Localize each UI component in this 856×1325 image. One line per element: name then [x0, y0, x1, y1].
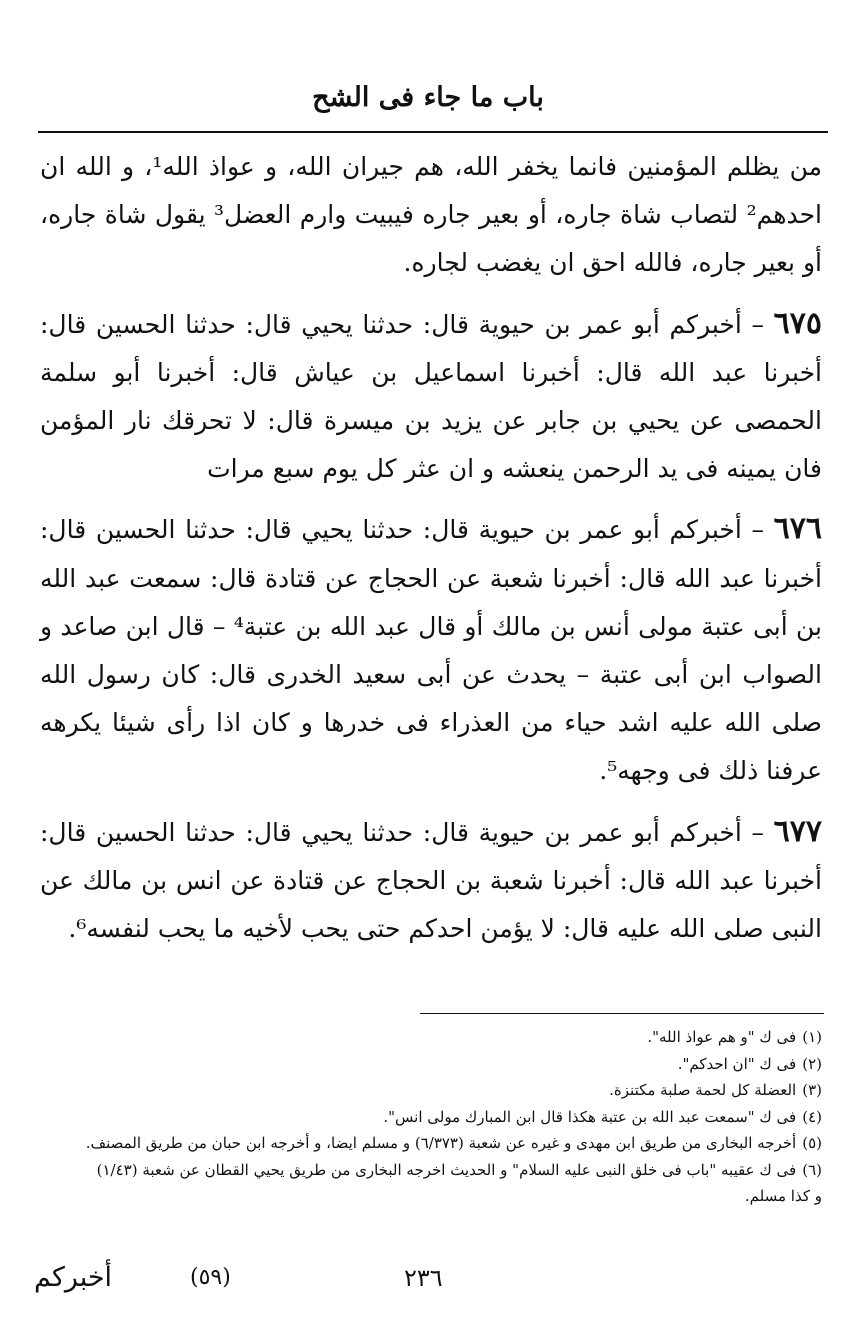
- hadith-677: [40, 808, 822, 954]
- footnote: [40, 1024, 822, 1051]
- hadith-675: [40, 300, 822, 494]
- main-text: [40, 143, 822, 953]
- footnote-mark: (٤): [802, 1107, 822, 1126]
- hadith-text: – أخبركم أبو عمر بن حيوية قال: حدثنا يحيي قال: حدثنا الحسين قال: أخبرنا عبد الله قال: أخبرنا اسماعيل بن عياش قال: أخبرنا أبو سلمة الحمصى عن يحيي بن جابر عن يزيد بن ميسرة قال: لا تحرقك نار المؤمن فان يمينه فى يد الرحمن ينعشه و ان عثر كل يوم سبع مرات: [40, 309, 822, 484]
- footnote-mark: (٣): [802, 1081, 822, 1099]
- footnote-text: العضلة كل لحمة صلبة مكتنزة.: [609, 1081, 797, 1099]
- footnote-text: و كذا مسلم.: [744, 1187, 822, 1205]
- running-title: باب ما جاء فى الشح: [312, 82, 544, 113]
- footnotes: [40, 1024, 822, 1210]
- page-number: ٢٣٦: [404, 1264, 443, 1292]
- hadith-number: ٦٧٦: [773, 511, 822, 547]
- catchword: أخبركم: [34, 1262, 113, 1293]
- footnote-text: فى ك "سمعت عبد الله بن عتبة هكذا قال ابن المبارك مولى انس".: [383, 1107, 797, 1126]
- hadith-text: – أخبركم أبو عمر بن حيوية قال: حدثنا يحيي قال: حدثنا الحسين قال: أخبرنا عبد الله قال: أخبرنا شعبة عن الحجاج عن قتادة قال: سمعت عبد الله بن أبى عتبة مولى أنس بن مالك أو قال عبد الله بن عتبة⁴ – قال ابن صاعد و الصواب ابن أبى عتبة – يحدث عن أبى سعيد الخدرى قال: كان رسول الله صلى الله عليه اشد حياء من العذراء فى خدرها و كان اذا رأى شيئا يكرهه عرفنا ذلك فى وجهه⁵.: [40, 515, 822, 786]
- signature-mark: (٥٩): [190, 1265, 231, 1290]
- footnote-mark: (٦): [802, 1160, 822, 1179]
- hadith-number: ٦٧٥: [773, 305, 822, 341]
- footnote-mark: (٥): [802, 1134, 822, 1152]
- hadith-676: [40, 505, 822, 795]
- paragraph-text: من يظلم المؤمنين فانما يخفر الله، هم جيران الله، و عواذ الله¹، و الله ان احدهم² لتصاب شاة جاره، أو بعير جاره فيبيت وارم العضل³ يقول شاة جاره، أو بعير جاره، فالله احق ان يغضب لجاره.: [40, 152, 823, 278]
- paragraph: [40, 143, 822, 288]
- footnote-text: فى ك عقيبه "باب فى خلق النبى عليه السلام" و الحديث اخرجه البخارى من طريق يحيي القطان عن شعبة (١/٤٣): [96, 1160, 797, 1179]
- footnote-mark: (٢): [802, 1054, 822, 1073]
- hadith-number: ٦٧٧: [773, 813, 822, 849]
- footnote-continuation: [40, 1183, 822, 1210]
- footnote: [40, 1130, 822, 1157]
- footnote: [40, 1051, 822, 1078]
- footnote: [40, 1077, 822, 1104]
- footnote-text: فى ك "ان احدكم".: [677, 1054, 797, 1073]
- footnote-text: أخرجه البخارى من طريق ابن مهدى و غيره عن شعبة (٦/٣٧٣) و مسلم ايضا، و أخرجه ابن حبان من طريق المصنف.: [85, 1134, 797, 1152]
- footnote-rule: [420, 1013, 824, 1014]
- footnote-mark: (١): [802, 1028, 822, 1046]
- footnote: [40, 1157, 822, 1184]
- hadith-text: – أخبركم أبو عمر بن حيوية قال: حدثنا يحيي قال: حدثنا الحسين قال: أخبرنا عبد الله قال: أخبرنا شعبة بن الحجاج عن قتادة عن انس بن مالك عن النبى صلى الله عليه قال: لا يؤمن احدكم حتى يحب لأخيه ما يحب لنفسه⁶.: [40, 817, 822, 944]
- header-rule: [38, 131, 828, 133]
- footnote: [40, 1104, 822, 1131]
- footnote-text: فى ك "و هم عواذ الله".: [647, 1028, 797, 1046]
